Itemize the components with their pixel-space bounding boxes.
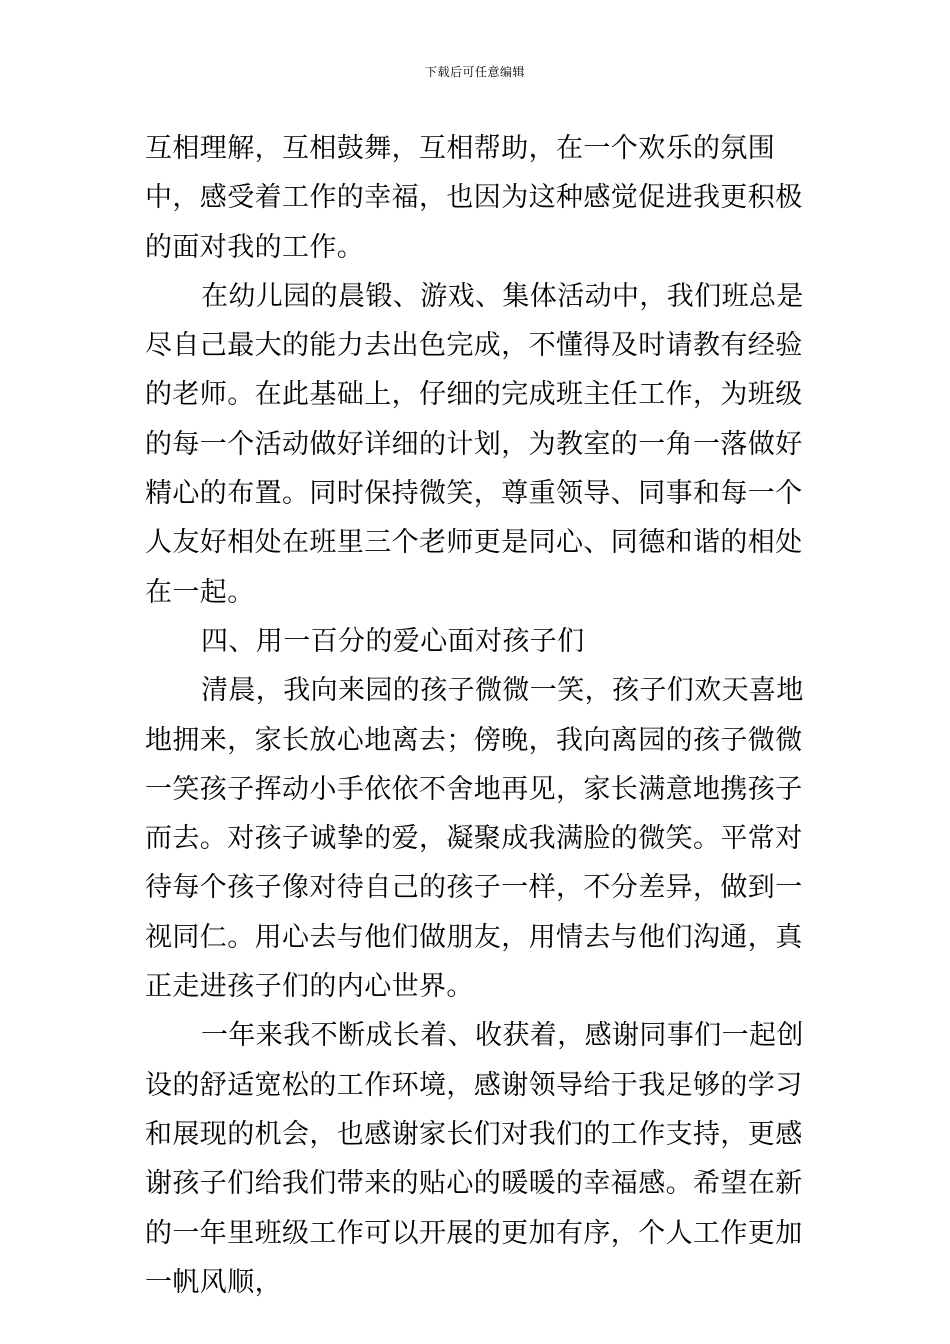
paragraph-class-activities: 在幼儿园的晨锻、游戏、集体活动中，我们班总是尽自己最大的能力去出色完成，不懂得及时请教有经验的老师。在此基础上，仔细的完成班主任工作，为班级的每一个活动做好详细的计划，为教室的一角一落做好精心的布置。同时保持微笑，尊重领导、同事和每一个人友好相处在班里三个老师更是同心、同德和谐的相处在一起。 — [145, 280, 804, 608]
paragraph-year-summary: 一年来我不断成长着、收获着，感谢同事们一起创设的舒适宽松的工作环境，感谢领导给于我足够的学习和展现的机会，也感谢家长们对我们的工作支持，更感谢孩子们给我们带来的贴心的暖暖的幸福感。希望在新的一年里班级工作可以开展的更加有序，个人工作更加一帆风顺， — [145, 1020, 804, 1298]
paragraph-morning-smile: 清晨，我向来园的孩子微微一笑，孩子们欢天喜地地拥来，家长放心地离去；傍晚，我向离园的孩子微微一笑孩子挥动小手依依不舍地再见，家长满意地携孩子而去。对孩子诚挚的爱，凝聚成我满脸的微笑。平常对待每个孩子像对待自己的孩子一样，不分差异，做到一视同仁。用心去与他们做朋友，用情去与他们沟通，真正走进孩子们的内心世界。 — [145, 675, 804, 1003]
section-heading-love: 四、用一百分的爱心面对孩子们 — [201, 625, 585, 657]
paragraph-continuation: 互相理解，互相鼓舞，互相帮助，在一个欢乐的氛围中，感受着工作的幸福，也因为这种感觉促进我更积极的面对我的工作。 — [145, 133, 803, 263]
page-header-note: 下载后可任意编辑 — [424, 65, 525, 79]
document-body — [145, 124, 808, 1307]
